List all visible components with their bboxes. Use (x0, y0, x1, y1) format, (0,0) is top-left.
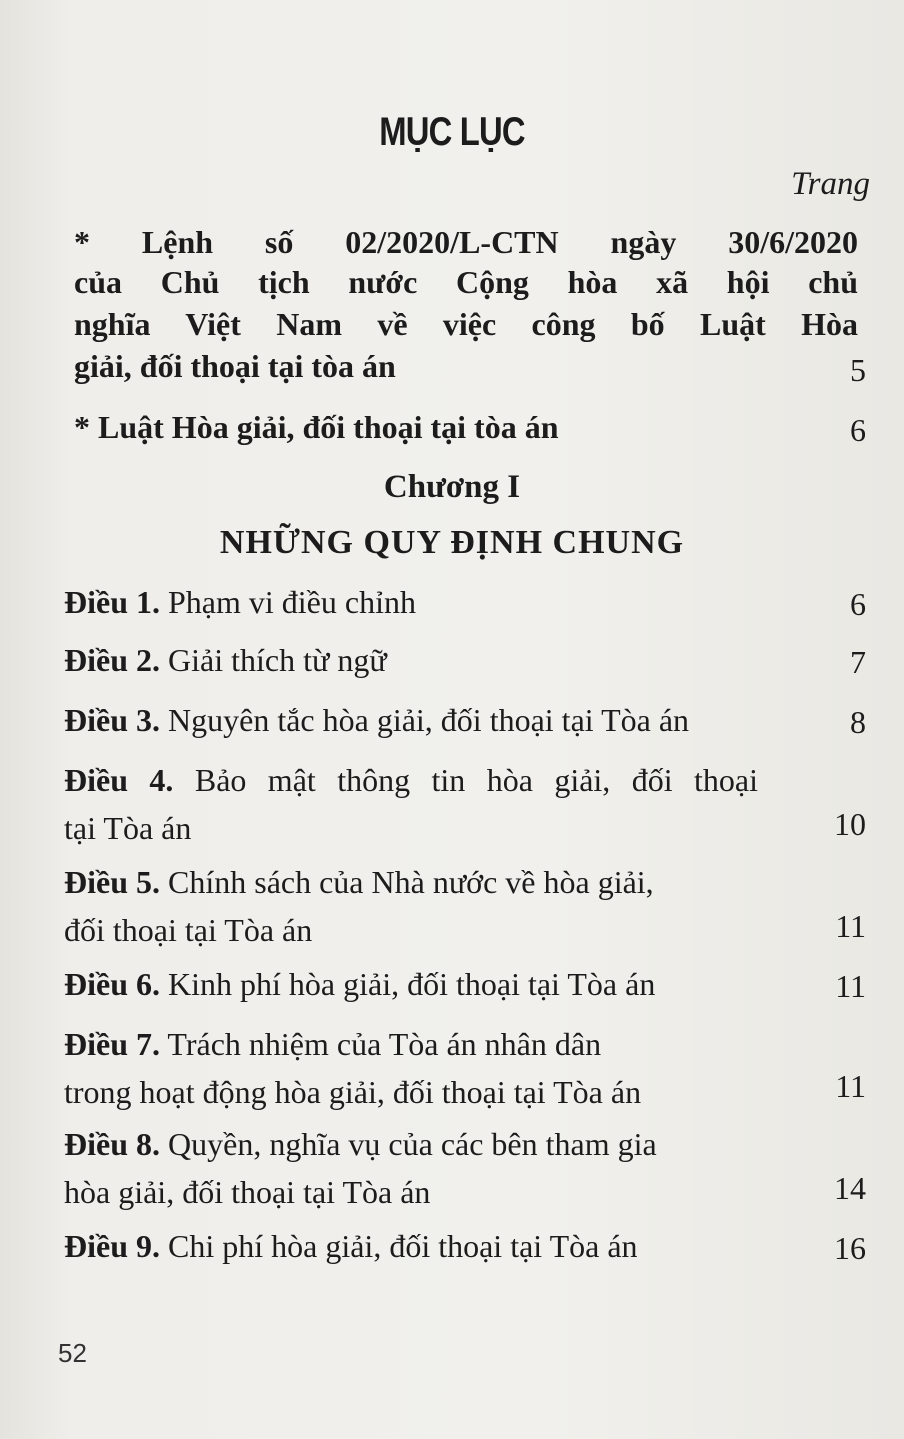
article-title: Chi phí hòa giải, đối thoại tại Tòa án (168, 1228, 638, 1264)
toc-article-2-page: 7 (850, 644, 866, 680)
toc-title: MỤC LỤC (379, 110, 525, 154)
page-column-label: Trang (791, 166, 870, 202)
article-label: Điều 7. (64, 1026, 160, 1062)
article-title-line-2: đối thoại tại Tòa án (64, 912, 313, 948)
toc-article-6-page: 11 (835, 968, 866, 1004)
article-title-line-2: tại Tòa án (64, 810, 192, 846)
toc-entry-lenh-line-2: của Chủ tịch nước Cộng hòa xã hội chủ (74, 264, 858, 300)
article-label: Điều 4. (64, 762, 174, 798)
article-title-line-2: hòa giải, đối thoại tại Tòa án (64, 1174, 431, 1210)
article-label: Điều 5. (64, 864, 160, 900)
article-title-line-1: Quyền, nghĩa vụ của các bên tham gia (168, 1126, 657, 1162)
article-label: Điều 6. (64, 966, 160, 1002)
article-title-line-2: trong hoạt động hòa giải, đối thoại tại Tòa án (64, 1074, 642, 1110)
toc-article-3-page: 8 (850, 704, 866, 740)
toc-article-4 (64, 756, 758, 852)
chapter-label: Chương I (383, 469, 521, 505)
article-title: Giải thích từ ngữ (168, 642, 387, 678)
toc-article-5 (64, 858, 758, 954)
toc-article-8 (64, 1120, 758, 1216)
toc-article-7 (64, 1020, 758, 1116)
toc-entry-luat-page: 6 (850, 412, 866, 448)
article-title: Nguyên tắc hòa giải, đối thoại tại Tòa án (168, 702, 690, 738)
toc-article-1-page: 6 (850, 586, 866, 622)
article-title-line-1: Bảo mật thông tin hòa giải, đối thoại (194, 762, 759, 798)
toc-entry-lenh-line-3: nghĩa Việt Nam về việc công bố Luật Hòa (74, 306, 858, 342)
toc-article-2 (64, 636, 758, 684)
article-title: Phạm vi điều chỉnh (168, 584, 416, 620)
article-label: Điều 9. (64, 1228, 160, 1264)
article-label: Điều 8. (64, 1126, 160, 1162)
toc-entry-lenh-line-1: * Lệnh số 02/2020/L-CTN ngày 30/6/2020 (74, 224, 858, 260)
chapter-name: NHỮNG QUY ĐỊNH CHUNG (219, 524, 685, 561)
toc-article-5-page: 11 (835, 908, 866, 944)
toc-entry-lenh-line-4: giải, đối thoại tại tòa án (74, 348, 396, 384)
toc-article-4-page: 10 (834, 806, 866, 842)
article-title: Kinh phí hòa giải, đối thoại tại Tòa án (168, 966, 656, 1002)
toc-article-9 (64, 1222, 758, 1270)
article-label: Điều 2. (64, 642, 160, 678)
toc-article-9-page: 16 (834, 1230, 866, 1266)
toc-article-6 (64, 960, 758, 1008)
toc-article-1 (64, 578, 758, 626)
article-title-line-1: Chính sách của Nhà nước về hòa giải, (168, 864, 654, 900)
toc-article-8-page: 14 (834, 1170, 866, 1206)
toc-article-7-page: 11 (835, 1068, 866, 1104)
article-label: Điều 1. (64, 584, 160, 620)
toc-article-3 (64, 696, 758, 744)
article-label: Điều 3. (64, 702, 160, 738)
toc-entry-luat: * Luật Hòa giải, đối thoại tại tòa án (74, 409, 559, 445)
article-title-line-1: Trách nhiệm của Tòa án nhân dân (167, 1026, 602, 1062)
page-number: 52 (58, 1338, 87, 1368)
toc-entry-lenh-page: 5 (850, 352, 866, 388)
